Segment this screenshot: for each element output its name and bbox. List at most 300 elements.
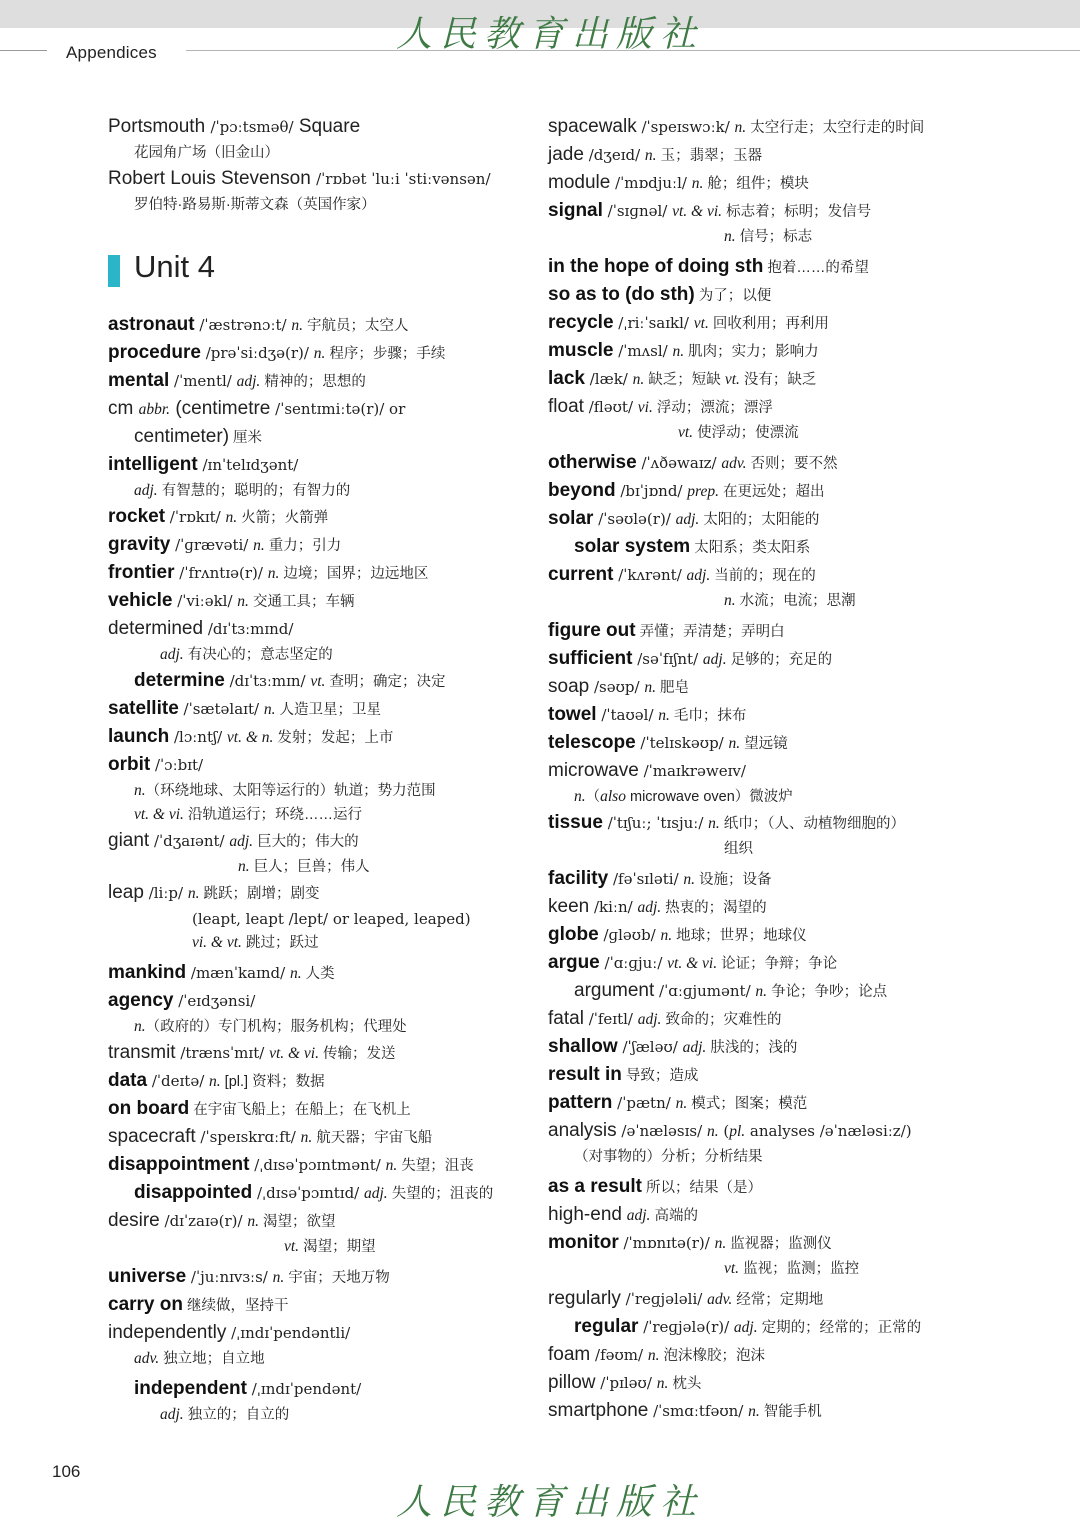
vocab-entry-line <box>548 893 968 921</box>
part-of-speech: vi. & vt. <box>192 934 242 951</box>
definition: 地球；世界；地球仪 <box>672 928 807 944</box>
part-of-speech: n. <box>272 1269 285 1286</box>
vocab-entry-line <box>548 337 968 365</box>
phonetic: /ˌriːˈsaɪkl/ <box>613 314 694 332</box>
vocab-entry-line <box>108 1179 528 1207</box>
vocab-entry-line <box>548 1285 968 1313</box>
entry-list-left <box>108 311 528 1427</box>
definition: 泡沫橡胶；泡沫 <box>659 1348 766 1364</box>
headword: independent <box>134 1378 247 1399</box>
definition: 回收利用；再利用 <box>708 316 829 332</box>
part-of-speech: adj. <box>702 651 727 668</box>
definition: 缺乏；短缺 <box>644 372 725 388</box>
part-of-speech: prep. <box>687 483 719 500</box>
vocab-entry-line <box>548 1117 968 1145</box>
headword: sufficient <box>548 648 633 669</box>
part-of-speech: vt. & vi. <box>134 806 184 823</box>
phonetic: /dɪˈtɜːmɪn/ <box>224 672 311 690</box>
phonetic: /ˈfeɪtl/ <box>583 1010 638 1028</box>
part-of-speech: adj. <box>637 899 662 916</box>
part-of-speech: n. <box>724 592 736 609</box>
definition: 标志着；标明；发信号 <box>722 204 872 220</box>
part-of-speech: vt. & vi. <box>269 1045 319 1062</box>
definition: 争论；争吵；论点 <box>767 984 888 1000</box>
vocab-entry-line <box>548 1341 968 1369</box>
part-of-speech: n. <box>755 983 768 1000</box>
headword: figure out <box>548 620 636 641</box>
headword: module <box>548 172 611 193</box>
vocab-entry-line <box>108 141 528 165</box>
vocab-entry-line <box>108 479 528 503</box>
vocab-entry-line <box>108 751 528 779</box>
phonetic: /liːp/ <box>143 884 188 902</box>
definition: 舱；组件；模块 <box>703 176 809 192</box>
vocab-entry-line <box>108 959 528 987</box>
headword: smartphone <box>548 1400 649 1421</box>
definition: 独立的；自立的 <box>183 1407 290 1423</box>
headword: regular <box>574 1316 639 1337</box>
vocab-entry-line <box>548 589 968 613</box>
definition: 沿轨道运行；环绕……运行 <box>183 807 362 823</box>
vocab-entry-line <box>108 1067 528 1095</box>
part-of-speech: adv. <box>134 1350 160 1367</box>
definition: 足够的；充足的 <box>726 652 833 668</box>
headword: result in <box>548 1064 622 1085</box>
definition: （环绕地球、太阳等运行的）轨道；势力范围 <box>145 783 436 799</box>
definition: 航天器；宇宙飞船 <box>312 1130 433 1146</box>
definition: 巨大的；伟大的 <box>253 834 359 850</box>
definition: 有决心的；意志坚定的 <box>183 647 333 663</box>
headword: data <box>108 1070 148 1091</box>
headword: pillow <box>548 1372 596 1393</box>
headword: intelligent <box>108 454 198 475</box>
headword: tissue <box>548 812 603 833</box>
definition: 水流；电流；思潮 <box>735 593 856 609</box>
headword: solar system <box>574 536 691 557</box>
headword: frontier <box>108 562 175 583</box>
definition: 失望的；沮丧的 <box>387 1186 494 1202</box>
vocab-entry-line <box>108 165 528 193</box>
vocab-entry-line <box>108 931 528 955</box>
vocab-entry-line <box>548 1397 968 1425</box>
vocab-entry-line <box>108 1123 528 1151</box>
phonetic: /prəˈsiːdʒə(r)/ <box>200 344 314 362</box>
headword: analysis <box>548 1120 617 1141</box>
definition: 宇航员；太空人 <box>303 318 409 334</box>
vocab-entry-line <box>548 505 968 533</box>
headword: centimetre <box>181 398 271 419</box>
phonetic: ( <box>718 1122 730 1140</box>
definition: 宇宙；天地万物 <box>284 1270 390 1286</box>
headword: beyond <box>548 480 616 501</box>
definition: 高端的 <box>650 1208 698 1224</box>
part-of-speech: n. <box>728 735 741 752</box>
phonetic: /ˈsɪɡnəl/ <box>602 202 673 220</box>
definition: 设施；设备 <box>695 872 772 888</box>
part-of-speech: n. <box>238 858 250 875</box>
headword: otherwise <box>548 452 637 473</box>
definition: 定期的；经常的；正常的 <box>757 1320 922 1336</box>
phonetic: /kiːn/ <box>589 898 638 916</box>
headword: centimeter) <box>134 426 230 447</box>
headword: globe <box>548 924 599 945</box>
headword: ( <box>170 398 182 419</box>
vocab-entry-line <box>548 1145 968 1169</box>
part-of-speech: n. <box>209 1073 221 1090</box>
vocab-column-left <box>108 113 528 1427</box>
part-of-speech: adv. <box>707 1291 733 1308</box>
phonetic: /ˈmʌsl/ <box>613 342 673 360</box>
part-of-speech: vt. <box>284 1238 300 1255</box>
phonetic: /ˌɪndɪˈpendənt/ <box>246 1380 362 1398</box>
phonetic: /ˈmentl/ <box>169 372 237 390</box>
phonetic: /fləʊt/ <box>583 398 638 416</box>
headword: spacewalk <box>548 116 637 137</box>
vocab-entry-line <box>548 701 968 729</box>
definition: 发射；发起；上市 <box>273 730 394 746</box>
entry-list-right <box>548 113 968 1425</box>
phonetic: /ˈmaɪkrəweɪv/ <box>638 762 746 780</box>
headword: high-end <box>548 1204 622 1225</box>
definition: 花园角广场（旧金山） <box>134 145 279 161</box>
phonetic: /ˈʌðəwaɪz/ <box>636 454 722 472</box>
unit-heading <box>108 245 528 305</box>
vocab-entry-line <box>108 1039 528 1067</box>
phonetic: /ˈrɒbət ˈluːi ˈstiːvənsən/ <box>316 170 491 188</box>
phonetic: /ˈmɒnɪtə(r)/ <box>618 1234 715 1252</box>
part-of-speech: vt. <box>310 673 326 690</box>
vocab-entry-line <box>548 561 968 589</box>
headword: launch <box>108 726 170 747</box>
part-of-speech: n. <box>708 815 720 832</box>
definition: 精神的；思想的 <box>260 374 366 390</box>
definition: 太阳系；类太阳系 <box>690 540 811 556</box>
vocab-entry-line <box>548 477 968 505</box>
part-of-speech: n. <box>644 679 656 696</box>
definition: 抱着……的希望 <box>763 260 869 276</box>
vocab-entry-line <box>548 837 968 861</box>
definition: 传输；发送 <box>319 1046 396 1062</box>
part-of-speech: n. <box>714 1235 727 1252</box>
part-of-speech: n. <box>706 1123 719 1140</box>
headword: determine <box>134 670 225 691</box>
phonetic: /mænˈkaɪnd/ <box>186 964 290 982</box>
headword: solar <box>548 508 594 529</box>
vocab-entry-line <box>108 827 528 855</box>
part-of-speech: n. <box>267 565 280 582</box>
definition: 组织 <box>724 841 753 857</box>
vocab-entry-line <box>548 533 968 561</box>
vocab-entry-line <box>548 949 968 977</box>
header-rule-left <box>0 50 47 51</box>
definition: 导致；造成 <box>621 1068 699 1084</box>
headword: telescope <box>548 732 636 753</box>
definition: （ <box>585 789 601 805</box>
definition: 罗伯特·路易斯·斯蒂文森（英国作家） <box>134 197 376 213</box>
definition: 失望；沮丧 <box>397 1158 474 1174</box>
headword: orbit <box>108 754 151 775</box>
phonetic: /ˈtaʊəl/ <box>596 706 659 724</box>
vocab-entry-line <box>108 311 528 339</box>
headword: regularly <box>548 1288 621 1309</box>
phonetic: /ˈtɪʃuː; ˈtɪsjuː/ <box>602 814 709 832</box>
phonetic: /ˈspeɪswɔːk/ <box>636 118 735 136</box>
headword: giant <box>108 830 150 851</box>
phonetic: /ˌdɪsəˈpɔɪntmənt/ <box>249 1156 386 1174</box>
part-of-speech: n. <box>691 175 704 192</box>
phonetic: /ˈpɪləʊ/ <box>595 1374 657 1392</box>
definition: 为了；以便 <box>694 288 772 304</box>
headword: cm <box>108 398 139 419</box>
vocab-entry-line <box>108 451 528 479</box>
phonetic: /ˈdʒaɪənt/ <box>149 832 230 850</box>
headword: Robert Louis Stevenson <box>108 168 317 189</box>
headword: argue <box>548 952 600 973</box>
definition: 纸巾；（人、动植物细胞的） <box>719 816 906 832</box>
phonetic: /ˈɑːɡjuː/ <box>599 954 668 972</box>
vocab-entry-line <box>108 1235 528 1259</box>
headword: soap <box>548 676 590 697</box>
part-of-speech: adj. <box>682 1039 707 1056</box>
phonetic: /ˈæstrənɔːt/ <box>194 316 292 334</box>
vocab-entry-line <box>108 879 528 907</box>
definition: 致命的；灾难性的 <box>661 1012 782 1028</box>
vocab-entry-line <box>108 1207 528 1235</box>
part-of-speech: adj. <box>229 833 254 850</box>
definition: 在更远处；超出 <box>718 484 825 500</box>
phonetic: /ˈɡrævəti/ <box>170 536 254 554</box>
vocab-entry-line <box>548 809 968 837</box>
phonetic: /dʒeɪd/ <box>583 146 645 164</box>
headword: mankind <box>108 962 187 983</box>
vocab-entry-line <box>548 1369 968 1397</box>
definition: 重力；引力 <box>264 538 342 554</box>
phonetic: /ˈviːəkl/ <box>172 592 238 610</box>
vocab-entry-line <box>108 1095 528 1123</box>
headword: fatal <box>548 1008 584 1029</box>
headword: argument <box>574 980 655 1001</box>
part-of-speech: n. <box>724 228 736 245</box>
headword: float <box>548 396 584 417</box>
phonetic: /səʊp/ <box>589 678 645 696</box>
definition: 枕头 <box>668 1376 702 1392</box>
vocab-entry-line <box>548 1033 968 1061</box>
vocab-entry-line <box>548 1005 968 1033</box>
phonetic: /ˈspeɪskrɑːft/ <box>195 1128 301 1146</box>
part-of-speech: vt. & n. <box>226 729 274 746</box>
definition: 当前的；现在的 <box>710 568 816 584</box>
definition: 太阳的；太阳能的 <box>699 512 820 528</box>
part-of-speech: adj. <box>686 567 711 584</box>
publisher-logo-bottom: 人民教育出版社 <box>396 1482 705 1523</box>
vocab-entry-line <box>108 395 528 423</box>
vocab-entry-line <box>548 197 968 225</box>
definition: 论证；争辩；争论 <box>717 956 838 972</box>
part-of-speech: n. <box>632 371 645 388</box>
definition: 弄懂；弄清楚；弄明白 <box>635 624 785 640</box>
part-of-speech: adj. <box>675 511 700 528</box>
vocab-entry-line <box>548 977 968 1005</box>
part-of-speech: n. <box>187 885 200 902</box>
part-of-speech: n. <box>247 1213 259 1230</box>
definition: 没有；缺乏 <box>739 372 817 388</box>
phonetic: /ˈɑːɡjumənt/ <box>654 982 756 1000</box>
vocab-entry-line <box>548 757 968 785</box>
headword: signal <box>548 200 603 221</box>
vocab-entry-line <box>108 1015 528 1039</box>
definition: 肤浅的；浅的 <box>706 1040 798 1056</box>
part-of-speech: n. <box>748 1403 760 1420</box>
vocab-entry-line <box>548 421 968 445</box>
definition: 人造卫星；卫星 <box>275 702 381 718</box>
definition: 模式；图案；模范 <box>687 1096 808 1112</box>
headword: transmit <box>108 1042 176 1063</box>
phonetic: analyses /əˈnæləsiːz/) <box>745 1122 912 1140</box>
vocab-entry-line <box>108 643 528 667</box>
headword: independently <box>108 1322 227 1343</box>
vocab-entry-line <box>108 1403 528 1427</box>
definition: 厘米 <box>229 430 263 446</box>
vocab-entry-line <box>108 423 528 451</box>
part-of-speech: adj. <box>626 1207 651 1224</box>
part-of-speech: vt. <box>724 1260 740 1277</box>
unit-accent-bar <box>108 255 120 287</box>
headword: determined <box>108 618 204 639</box>
headword: facility <box>548 868 609 889</box>
definition: 巨人；巨兽；伟人 <box>249 859 370 875</box>
vocab-entry-line <box>548 1201 968 1229</box>
vocab-entry-line <box>108 1319 528 1347</box>
phonetic: /trænsˈmɪt/ <box>175 1044 270 1062</box>
phonetic: /ˈtelɪskəʊp/ <box>635 734 729 752</box>
section-title: Appendices <box>66 43 157 62</box>
definition: 在宇宙飞船上；在船上；在飞机上 <box>189 1102 411 1118</box>
phonetic: /ˈfrʌntɪə(r)/ <box>174 564 268 582</box>
part-of-speech: vt. <box>724 371 740 388</box>
vocab-entry-line <box>108 907 528 931</box>
definition: 继续做，坚持干 <box>182 1298 289 1314</box>
definition: [pl.] 资料；数据 <box>220 1074 325 1090</box>
headword: rocket <box>108 506 166 527</box>
vocab-entry-line <box>548 365 968 393</box>
headword: Portsmouth <box>108 116 211 137</box>
headword: desire <box>108 1210 160 1231</box>
phonetic: /əˈnæləsɪs/ <box>616 1122 707 1140</box>
part-of-speech: adv. <box>721 455 747 472</box>
headword: leap <box>108 882 144 903</box>
headword: recycle <box>548 312 614 333</box>
vocab-entry-line <box>108 615 528 643</box>
part-of-speech: n. <box>660 927 673 944</box>
definition: 有智慧的；聪明的；有智力的 <box>157 483 351 499</box>
part-of-speech: n. <box>253 537 265 554</box>
phonetic: /ˈjuːnɪvɜːs/ <box>186 1268 273 1286</box>
definition: 肥皂 <box>655 680 689 696</box>
part-of-speech: n. <box>291 317 303 334</box>
definition: 浮动；漂流；漂浮 <box>652 400 773 416</box>
headword: foam <box>548 1344 591 1365</box>
definition: 望远镜 <box>740 736 788 752</box>
headword: current <box>548 564 614 585</box>
vocab-entry-line <box>548 673 968 701</box>
vocab-entry-line <box>548 113 968 141</box>
part-of-speech: n. <box>672 343 685 360</box>
vocab-entry-line <box>548 141 968 169</box>
vocab-entry-line <box>548 1089 968 1117</box>
phonetic: /ˈsəʊlə(r)/ <box>593 510 676 528</box>
phonetic: /ˈkʌrənt/ <box>613 566 687 584</box>
vocab-entry-line <box>548 921 968 949</box>
vocab-entry-line <box>108 723 528 751</box>
vocab-entry-line <box>108 695 528 723</box>
phonetic: /ˈpɔːtsməθ/ <box>210 118 294 136</box>
phonetic: /ˈeɪdʒənsi/ <box>173 992 256 1010</box>
definition: 毛巾；抹布 <box>669 708 747 724</box>
headword: so as to (do sth) <box>548 284 695 305</box>
part-of-speech: n. <box>675 1095 688 1112</box>
phonetic: /dɪˈtɜːmɪnd/ <box>203 620 294 638</box>
definition: 所以；结果（是） <box>642 1180 763 1196</box>
definition: 智能手机 <box>759 1404 822 1420</box>
headword: muscle <box>548 340 614 361</box>
part-of-speech: vt. <box>693 315 709 332</box>
vocab-column-right <box>548 113 968 1425</box>
definition: 玉；翡翠；玉器 <box>656 148 763 164</box>
headword: microwave <box>548 760 639 781</box>
vocab-entry-line <box>108 339 528 367</box>
vocab-entry-line <box>108 667 528 695</box>
headword: shallow <box>548 1036 618 1057</box>
part-of-speech: n. <box>683 871 696 888</box>
part-of-speech: vt. <box>678 424 694 441</box>
phonetic: /ˈsmɑːtfəʊn/ <box>648 1402 749 1420</box>
vocab-entry-line <box>548 785 968 809</box>
definition: 跳过；跃过 <box>241 935 319 951</box>
headword: vehicle <box>108 590 173 611</box>
page-number: 106 <box>52 1462 81 1481</box>
part-of-speech: n. <box>134 1018 146 1035</box>
headword: pattern <box>548 1092 613 1113</box>
vocab-entry-line <box>108 531 528 559</box>
definition: （政府的）专门机构；服务机构；代理处 <box>145 1019 407 1035</box>
definition: 太空行走；太空行走的时间 <box>746 120 925 136</box>
part-of-speech: n. <box>300 1129 313 1146</box>
headword: monitor <box>548 1232 619 1253</box>
phonetic: /ˈʃæləʊ/ <box>617 1038 683 1056</box>
vocab-entry-line <box>548 729 968 757</box>
headword: spacecraft <box>108 1126 196 1147</box>
phonetic: /læk/ <box>584 370 633 388</box>
part-of-speech: n. <box>134 782 146 799</box>
headword: gravity <box>108 534 171 555</box>
part-of-speech: adj. <box>637 1011 662 1028</box>
vocab-entry-line <box>548 1173 968 1201</box>
definition: 信号；标志 <box>735 229 813 245</box>
part-of-speech: n. <box>313 345 326 362</box>
definition: 交通工具；车辆 <box>248 594 355 610</box>
unit-title: Unit 4 <box>134 249 215 284</box>
vocab-entry-line <box>548 393 968 421</box>
vocab-entry-line <box>108 1347 528 1371</box>
vocab-entry-line <box>548 617 968 645</box>
publisher-logo-top: 人民教育出版社 <box>396 14 705 55</box>
part-of-speech: pl. <box>729 1123 746 1140</box>
definition: 经常；定期地 <box>732 1292 824 1308</box>
headword: keen <box>548 896 590 917</box>
headword: carry on <box>108 1294 183 1315</box>
part-of-speech: n. <box>658 707 670 724</box>
phonetic: /fəˈsɪləti/ <box>608 870 684 888</box>
